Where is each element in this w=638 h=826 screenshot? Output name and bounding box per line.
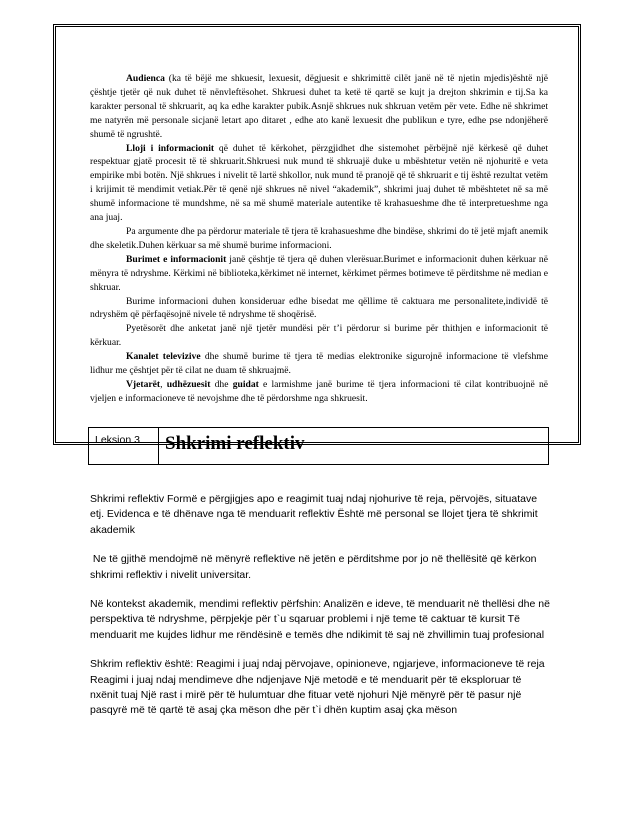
term-audience: Audienca: [126, 73, 165, 84]
term-tv: Kanalet televizive: [126, 351, 201, 363]
body-paragraph: Ne të gjithë mendojmë në mënyrë reflektive në jetën e përditshme por jo në thellësitë që kërkon shkrimi reflektiv i nivelit universitar.: [90, 553, 540, 581]
body-paragraph: Shkrimi reflektiv Formë e përgjigjes apo e reagimit tuaj ndaj njohurive të reja, përvojës, situatave etj. Evidenca e të dhënave nga të menduarit reflektiv Është më personal se llojet tjera të shkrimit akademik: [90, 493, 538, 536]
paragraph-arguments: Pa argumente dhe pa përdorur materiale të tjera të krahasueshme dhe bindëse, shkrimi do të jetë mjaft anemik dhe skeletik.Duhen kërkuar sa më shumë burime informacioni.: [90, 225, 548, 251]
paragraph-text: e larmishme janë burime të tjera informacioni të cilat kontribuojnë në vjeljen e informacioneve të nevojshme dhe të përdorshme nga shkruesit.: [90, 378, 549, 404]
lesson-body: [90, 492, 552, 733]
paragraph-text: dhe shumë burime të tjera të medias elektronike sigurojnë informacione të vlefshme lidhur me çështjet për të cilat ne duam të shkruajmë.: [90, 351, 548, 377]
separator: dhe: [210, 378, 233, 390]
paragraph-text: janë çështje të tjera që duhen vlerësuar.Burimet e informacionit duhen kërkuar në mënyra të ndryshme. Kërkimi në biblioteka,kërkimet në internet, kërkimet përmes botimeve të përditshme në median e shkruar.: [90, 253, 548, 293]
term-info-type: Lloji i informacionit: [126, 142, 215, 154]
term-yearbooks: Vjetarët: [126, 378, 161, 390]
paragraph-surveys: Pyetësorët dhe anketat janë një tjetër mundësi për t’i përdorur si burime për thithjen e informacionit të kërkuar.: [90, 323, 548, 349]
paragraph-yearbooks: [90, 378, 548, 406]
separator: ,: [160, 378, 167, 390]
lesson-number: Leksion 3: [89, 428, 159, 464]
paragraph-text: që duhet të kërkohet, përzgjidhet dhe sistemohet përbëjnë një kërkesë që duhet respektuar gjatë procesit të të shkruarit.Shkruesi nuk mund të shkruajë duke u mbështetur vetën në njohuritë e veta empirike mbi botën. Një shkrues i nivelit të lartë shkollor, nuk mund të pranojë që të shkruarit e tij është rezultat vetëm i krijimit të mendimit vetiak.Për të qenë një shkrues në nivel “akademik”, shkrimi juaj duhet të mbështetet në sa më shumë informacione të mundshme, në sa më shumë materiale autentike të krahasueshme dhe të interpretueshme nga ana juaj.: [90, 142, 549, 224]
lesson-header-table: [88, 427, 549, 465]
body-paragraph: Në kontekst akademik, mendimi reflektiv përfshin: Analizën e ideve, të menduarit në thellësi dhe në perspektiva të ndryshme, përpjekje për t`u sqaruar problemi i një teme të caktuar të kursit Të menduarit me kujdes lidhur me rëndësinë e temës dhe ndikimit të saj në zhvillimin tuaj profesional: [90, 598, 550, 641]
term-guides: udhëzuesit: [166, 378, 211, 390]
paragraph-tv: [90, 350, 548, 378]
paragraph-sources: [90, 253, 548, 295]
lesson-title: Shkrimi reflektiv: [165, 433, 305, 454]
term-guidat: guidat: [232, 378, 259, 390]
term-sources: Burimet e informacionit: [126, 253, 227, 265]
paragraph-audience: [90, 72, 548, 142]
body-paragraph: Shkrim reflektiv është: Reagimi i juaj ndaj përvojave, opinioneve, ngjarjeve, informacioneve të reja Reagimi i juaj ndaj mendimeve dhe ndjenjave Një metodë e të menduarit për të eksploruar të nxënit tuaj Një rast i mirë për të hulumtuar dhe fituar vetë njohuri Një mënyrë për të pasur një pasqyrë më të qartë të asaj çka mëson dhe për t`i dhën kuptim asaj çka mëson: [90, 658, 545, 717]
paragraph-text: (ka të bëjë me shkuesit, lexuesit, dëgjuesit e shkrimittë cilët janë në të njetin mjedis)është një çështje tjetër që nuk duhet të nënvleftësohet. Shkruesi duhet ta ketë të qartë se kujt ja drejton shkrimin e tij.Sa ka karakter personal të shkruarit, aq ka edhe karakter pubik.Asnjë shkrues nuk shkruan vetëm për vete. Edhe në shkrimet me natyrën më personale sicjanë letart apo ditaret , edhe ato kanë lexuesit dhe publikun e tyre, edhe pse ndonjëherë shumë të ngrushtë.: [90, 73, 548, 140]
paragraph-info-type: [90, 142, 548, 225]
boxed-text: [90, 72, 548, 406]
paragraph-conversations: Burime informacioni duhen konsideruar edhe bisedat me qëllime të caktuara me personalitete,individë të ndryshëm që përfaqësojnë nivele të ndryshme të shoqërisë.: [90, 295, 548, 321]
